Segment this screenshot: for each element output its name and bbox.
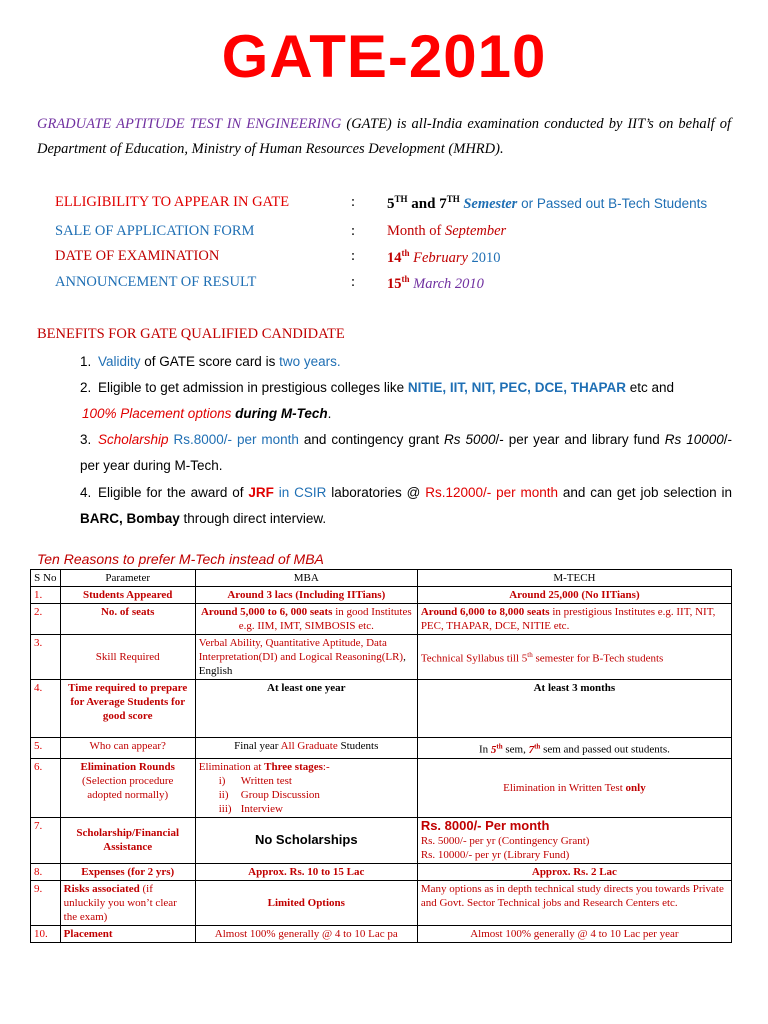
col-header-sno: S No — [31, 570, 61, 587]
row-number: 1. — [31, 587, 61, 604]
table-row — [31, 863, 732, 880]
row-mtech: Approx. Rs. 2 Lac — [417, 863, 731, 880]
benefits-heading: BENEFITS FOR GATE QUALIFIED CANDIDATE — [37, 326, 345, 342]
info-label: ELLIGIBILITY TO APPEAR IN GATE — [55, 194, 290, 210]
row-number: 4. — [31, 680, 61, 738]
row-number: 8. — [31, 863, 61, 880]
list-item: iii) Interview — [218, 802, 283, 815]
intro-paragraph — [37, 112, 731, 162]
table-row — [31, 604, 732, 635]
info-value: 14th February 2010 — [387, 248, 501, 266]
row-mba: Final year All Graduate Students — [195, 738, 417, 759]
info-label: ANNOUNCEMENT OF RESULT — [55, 274, 257, 290]
info-value: 15th March 2010 — [387, 274, 484, 292]
table-row — [31, 587, 732, 604]
row-parameter: No. of seats — [60, 604, 195, 635]
row-parameter: Expenses (for 2 yrs) — [60, 863, 195, 880]
table-row — [31, 635, 732, 680]
table-header-row — [31, 570, 732, 587]
info-colon: : — [351, 248, 356, 264]
list-item: ii) Group Discussion — [218, 788, 320, 801]
table-row — [31, 880, 732, 925]
row-mba: Limited Options — [195, 880, 417, 925]
row-number: 3. — [31, 635, 61, 680]
row-mtech: At least 3 months — [417, 680, 731, 738]
row-parameter: Time required to prepare for Average Students for good score — [60, 680, 195, 738]
row-mba: No Scholarships — [195, 817, 417, 863]
row-parameter: Risks associated (if unluckily you won’t clear the exam) — [60, 880, 195, 925]
row-mtech: In 5th sem, 7th sem and passed out students. — [417, 738, 731, 759]
row-mtech: Elimination in Written Test only — [417, 758, 731, 817]
info-value: 5TH and 7TH Semester or Passed out B-Tech Students — [387, 194, 708, 212]
row-mtech: Technical Syllabus till 5th semester for B-Tech students — [417, 635, 731, 680]
row-mtech: Almost 100% generally @ 4 to 10 Lac per year — [417, 925, 731, 942]
table-row — [31, 738, 732, 759]
col-header-parameter: Parameter — [60, 570, 195, 587]
col-header-mba: MBA — [195, 570, 417, 587]
row-parameter: Elimination Rounds (Selection procedure adopted normally) — [60, 758, 195, 817]
row-mba: Around 3 lacs (Including IITians) — [195, 587, 417, 604]
row-number: 7. — [31, 817, 61, 863]
table-row — [31, 758, 732, 817]
row-number: 2. — [31, 604, 61, 635]
row-parameter: Who can appear? — [60, 738, 195, 759]
row-number: 6. — [31, 758, 61, 817]
row-number: 5. — [31, 738, 61, 759]
row-mtech: Many options as in depth technical study directs you towards Private and Govt. Sector Technical jobs and Research Centers etc. — [417, 880, 731, 925]
info-colon: : — [351, 194, 356, 210]
row-number: 9. — [31, 880, 61, 925]
page-title: GATE-2010 — [221, 23, 547, 90]
row-mtech: Rs. 8000/- Per month Rs. 5000/- per yr (Contingency Grant) Rs. 10000/- per yr (Library Fund) — [417, 817, 731, 863]
table-caption: Ten Reasons to prefer M-Tech instead of MBA — [37, 551, 324, 567]
benefit-item: 1. Validity of GATE score card is two years. — [80, 354, 341, 369]
info-colon: : — [351, 223, 356, 239]
row-mba: Almost 100% generally @ 4 to 10 Lac pa — [195, 925, 417, 942]
row-parameter: Placement — [60, 925, 195, 942]
table-row — [31, 925, 732, 942]
benefit-item: 4. Eligible for the award of JRF in CSIR laboratories @ Rs.12000/- per month and can get job selection in BARC, Bombay through direct interview. — [80, 485, 733, 526]
row-parameter: Scholarship/Financial Assistance — [60, 817, 195, 863]
benefit-item: 2. Eligible to get admission in prestigious colleges like NITIE, IIT, NIT, PEC, DCE, THAPAR etc and — [80, 380, 674, 395]
row-mba: Elimination at Three stages:- i) Written test ii) Group Discussion iii) Interview — [195, 758, 417, 817]
row-mtech: Around 6,000 to 8,000 seats in prestigious Institutes e.g. IIT, NIT, PEC, THAPAR, DCE, NITIE etc. — [417, 604, 731, 635]
row-mtech: Around 25,000 (No IITians) — [417, 587, 731, 604]
benefit-item: 3. Scholarship Rs.8000/- per month and contingency grant Rs 5000/- per year and library fund Rs 10000/- per year during M-Tech. — [80, 432, 732, 473]
col-header-mtech: M-TECH — [417, 570, 731, 587]
row-mba: At least one year — [195, 680, 417, 738]
list-item: i) Written test — [218, 774, 292, 787]
row-parameter: Skill Required — [60, 635, 195, 680]
row-number: 10. — [31, 925, 61, 942]
info-label: SALE OF APPLICATION FORM — [55, 223, 255, 239]
benefit-item-cont: 100% Placement options during M-Tech. — [82, 406, 332, 421]
info-colon: : — [351, 274, 356, 290]
table-row — [31, 680, 732, 738]
info-value: Month of September — [387, 223, 507, 239]
gate-full-name: GRADUATE APTITUDE TEST IN ENGINEERING — [37, 116, 342, 132]
row-parameter: Students Appeared — [60, 587, 195, 604]
info-label: DATE OF EXAMINATION — [55, 248, 220, 264]
row-mba: Around 5,000 to 6, 000 seats in good Institutes e.g. IIM, IMT, SIMBOSIS etc. — [195, 604, 417, 635]
table-row — [31, 817, 732, 863]
row-mba: Approx. Rs. 10 to 15 Lac — [195, 863, 417, 880]
comparison-table — [30, 569, 732, 943]
intro-text: (GATE) is all-India examination conducted by IIT’s on behalf of Department of Education, Ministry of Human Resources Development (MHRD). — [37, 116, 731, 157]
row-mba: Verbal Ability, Quantitative Aptitude, Data Interpretation(DI) and Logical Reasoning(LR), English — [195, 635, 417, 680]
